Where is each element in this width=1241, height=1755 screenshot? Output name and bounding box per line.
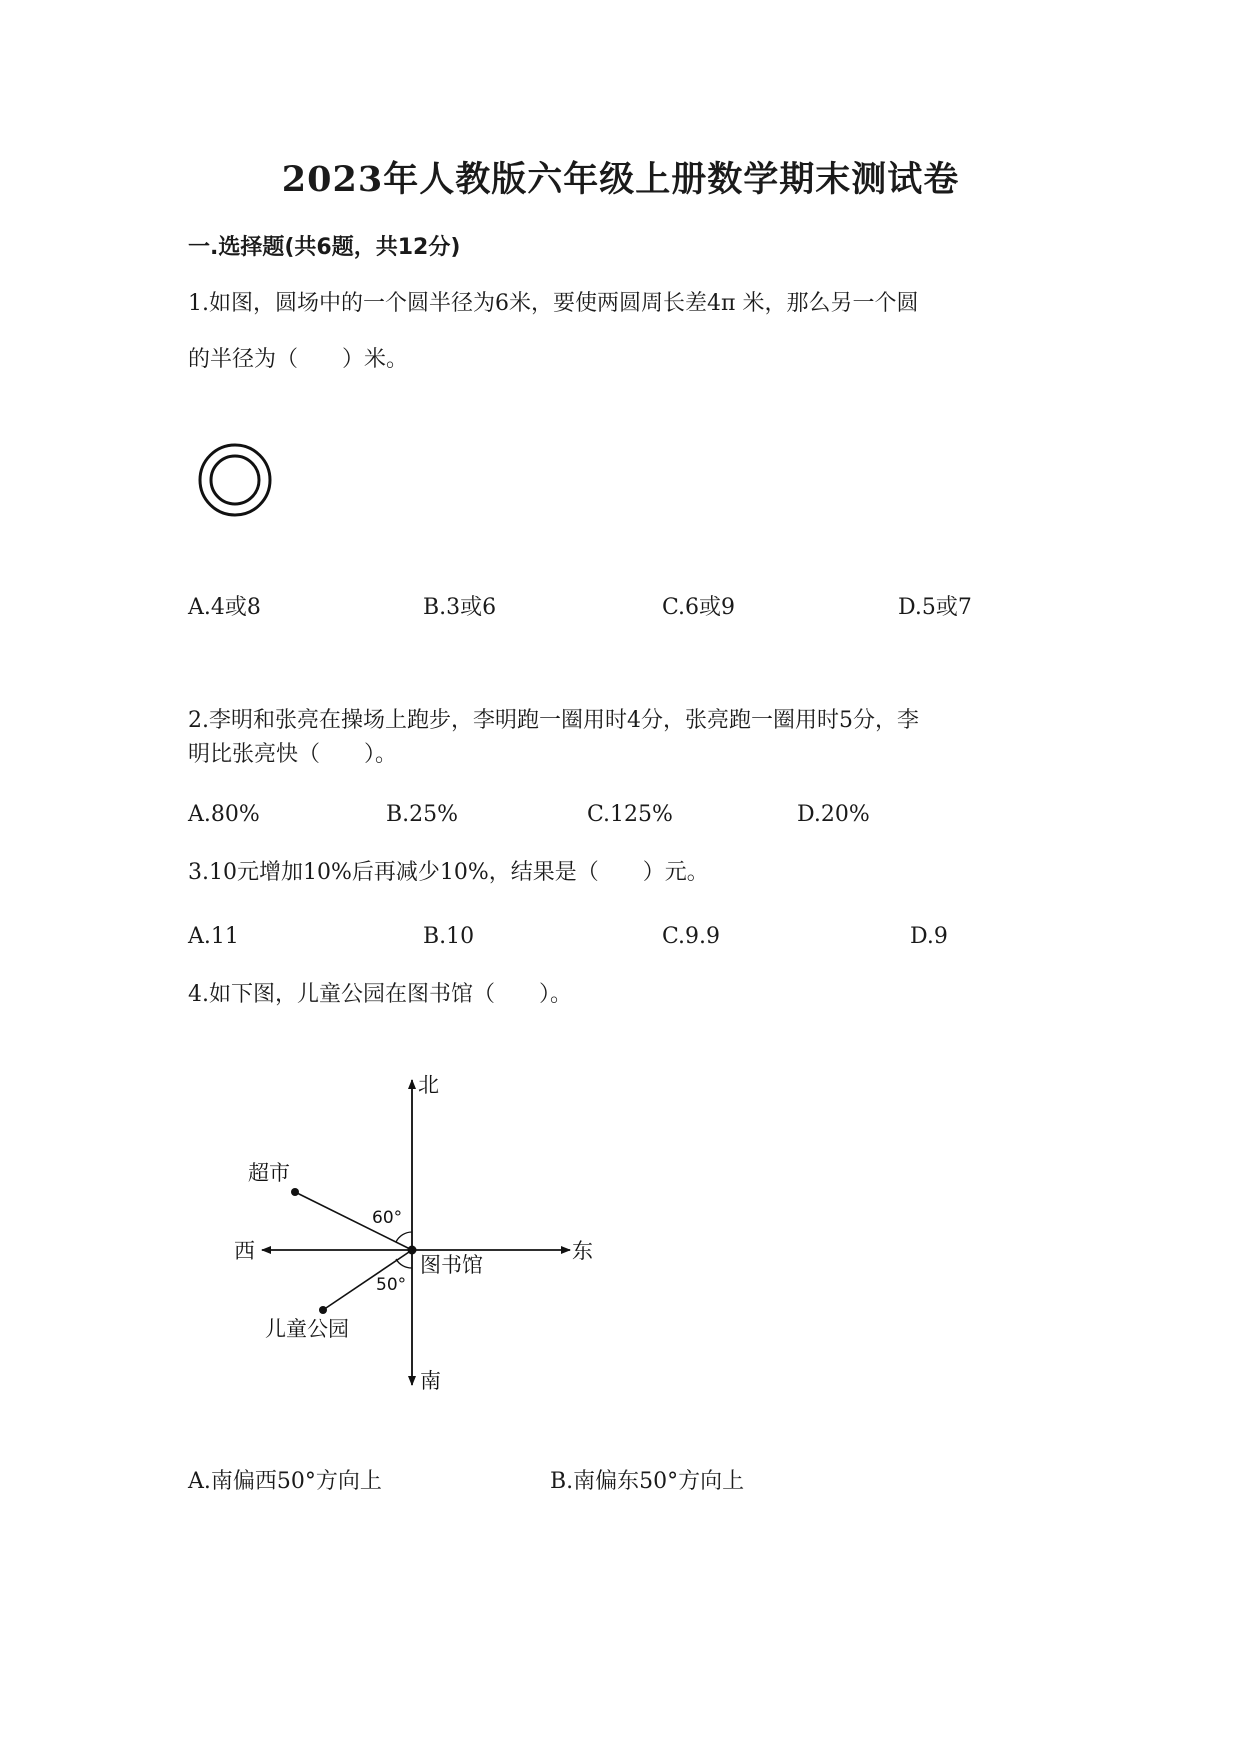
question-2-line-1: 2.李明和张亮在操场上跑步，李明跑一圈用时4分，张亮跑一圈用时5分，李 <box>188 708 919 733</box>
library-label: 图书馆 <box>420 1253 483 1277</box>
question-2-option-d[interactable]: D.20% <box>797 802 870 827</box>
question-4-option-a[interactable]: A.南偏西50°方向上 <box>188 1469 382 1494</box>
question-3-option-d[interactable]: D.9 <box>910 924 948 949</box>
question-2-option-a[interactable]: A.80% <box>188 802 260 827</box>
supermarket-label: 超市 <box>248 1161 290 1185</box>
angle-60-label: 60° <box>372 1208 403 1228</box>
angle-50-label: 50° <box>376 1275 407 1295</box>
park-label: 儿童公园 <box>265 1317 349 1341</box>
question-3-option-b[interactable]: B.10 <box>423 924 475 949</box>
section-heading: 一.选择题(共6题，共12分) <box>188 235 461 260</box>
question-4-line-1: 4.如下图，儿童公园在图书馆（ ）。 <box>188 982 572 1007</box>
question-2-line-2: 明比张亮快（ ）。 <box>188 742 398 767</box>
east-label: 东 <box>572 1239 593 1263</box>
north-label: 北 <box>418 1073 439 1097</box>
south-label: 南 <box>420 1369 441 1393</box>
library-point <box>408 1246 417 1255</box>
question-2-option-b[interactable]: B.25% <box>386 802 459 827</box>
angle-50-arc <box>396 1259 412 1268</box>
question-1-option-a[interactable]: A.4或8 <box>188 595 261 620</box>
question-1-line-2: 的半径为（ ）米。 <box>188 347 409 372</box>
question-1-option-c[interactable]: C.6或9 <box>662 595 736 620</box>
question-1-option-d[interactable]: D.5或7 <box>898 595 972 620</box>
question-4-option-b[interactable]: B.南偏东50°方向上 <box>550 1469 745 1494</box>
question-1-option-b[interactable]: B.3或6 <box>423 595 497 620</box>
question-3-option-a[interactable]: A.11 <box>188 924 239 949</box>
park-point <box>319 1306 327 1314</box>
supermarket-point <box>291 1188 299 1196</box>
question-3-line-1: 3.10元增加10%后再减少10%，结果是（ ）元。 <box>188 860 709 885</box>
page-title: 2023年人教版六年级上册数学期末测试卷 <box>281 159 960 200</box>
question-2-option-c[interactable]: C.125% <box>587 802 673 827</box>
west-label: 西 <box>234 1239 255 1263</box>
question-3-option-c[interactable]: C.9.9 <box>662 924 721 949</box>
question-1-line-1: 1.如图，圆场中的一个圆半径为6米，要使两圆周长差4π 米，那么另一个圆 <box>188 291 919 316</box>
angle-60-arc <box>396 1232 412 1242</box>
